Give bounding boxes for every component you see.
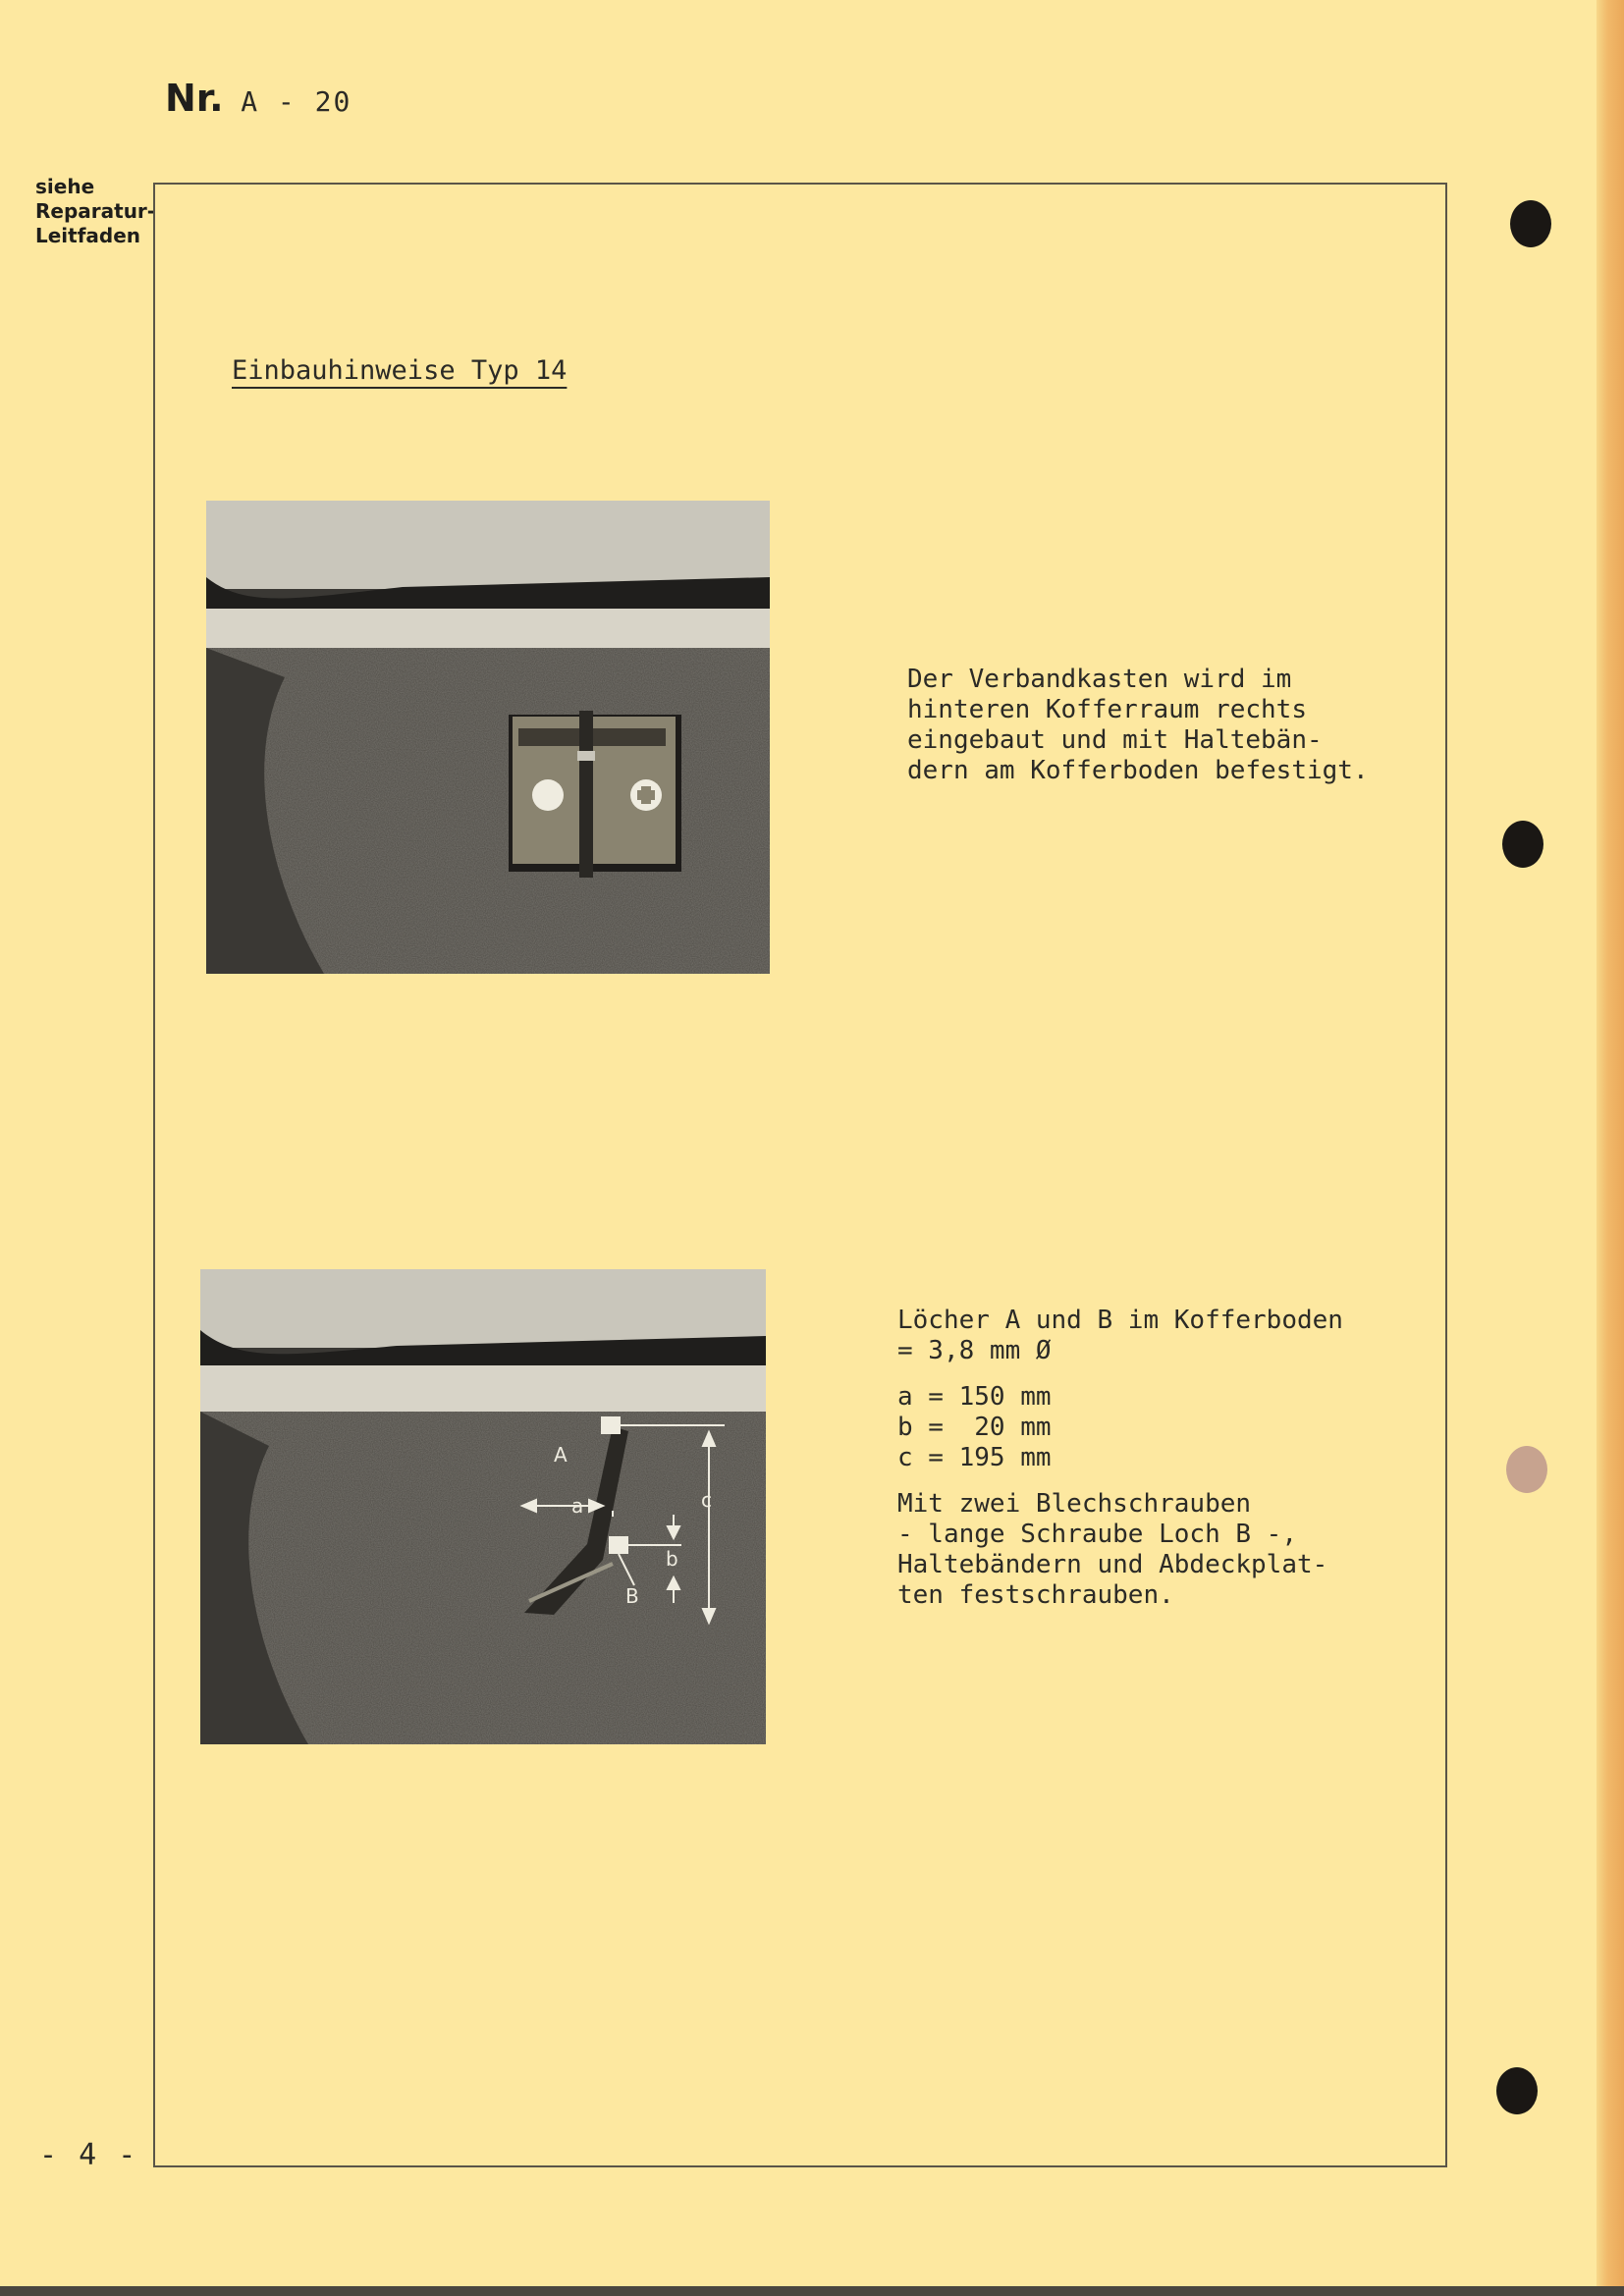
- nr-value: A - 20: [241, 85, 352, 118]
- label-hole-a: A: [554, 1443, 568, 1467]
- measure-line: c = 195 mm: [897, 1443, 1052, 1472]
- mounting-instructions: [897, 1306, 1343, 1611]
- measure-line: a = 150 mm: [897, 1382, 1052, 1412]
- punch-hole: [1502, 821, 1543, 868]
- page-number: - 4 -: [39, 2138, 138, 2172]
- instruction-line: Mit zwei Blechschrauben: [897, 1489, 1252, 1519]
- description-line: dern am Kofferboden befestigt.: [907, 756, 1369, 785]
- side-reference-line: Leitfaden: [35, 224, 141, 247]
- content-frame: [153, 183, 1447, 2167]
- instruction-line: ten festschrauben.: [897, 1580, 1174, 1610]
- label-dim-a: a: [571, 1494, 584, 1518]
- label-dim-c: c: [701, 1488, 712, 1512]
- label-dim-b: b: [666, 1547, 678, 1571]
- document-number: [165, 77, 352, 120]
- instruction-line: Haltebändern und Abdeckplat-: [897, 1550, 1328, 1579]
- paper-edge: [1597, 0, 1624, 2296]
- punch-hole: [1496, 2067, 1538, 2114]
- mounting-holes-photo: [200, 1269, 766, 1744]
- measure-line: b = 20 mm: [897, 1413, 1052, 1442]
- description-line: hinteren Kofferraum rechts: [907, 695, 1307, 724]
- paper-bottom-edge: [0, 2286, 1624, 2296]
- page-heading: Einbauhinweise Typ 14: [232, 355, 568, 386]
- intro-line: = 3,8 mm Ø: [897, 1336, 1052, 1365]
- description-line: Der Verbandkasten wird im: [907, 665, 1292, 694]
- nr-label: Nr.: [165, 77, 224, 120]
- instruction-line: - lange Schraube Loch B -,: [897, 1520, 1297, 1549]
- side-reference-line: Reparatur-: [35, 199, 156, 223]
- first-aid-kit-photo: [206, 501, 770, 974]
- first-aid-kit-description: [907, 665, 1369, 786]
- punch-hole: [1506, 1446, 1547, 1493]
- label-hole-b: B: [625, 1584, 639, 1608]
- side-reference: [35, 175, 163, 248]
- punch-hole: [1510, 200, 1551, 247]
- intro-line: Löcher A und B im Kofferboden: [897, 1306, 1343, 1335]
- description-line: eingebaut und mit Haltebän-: [907, 725, 1323, 755]
- side-reference-line: siehe: [35, 175, 95, 198]
